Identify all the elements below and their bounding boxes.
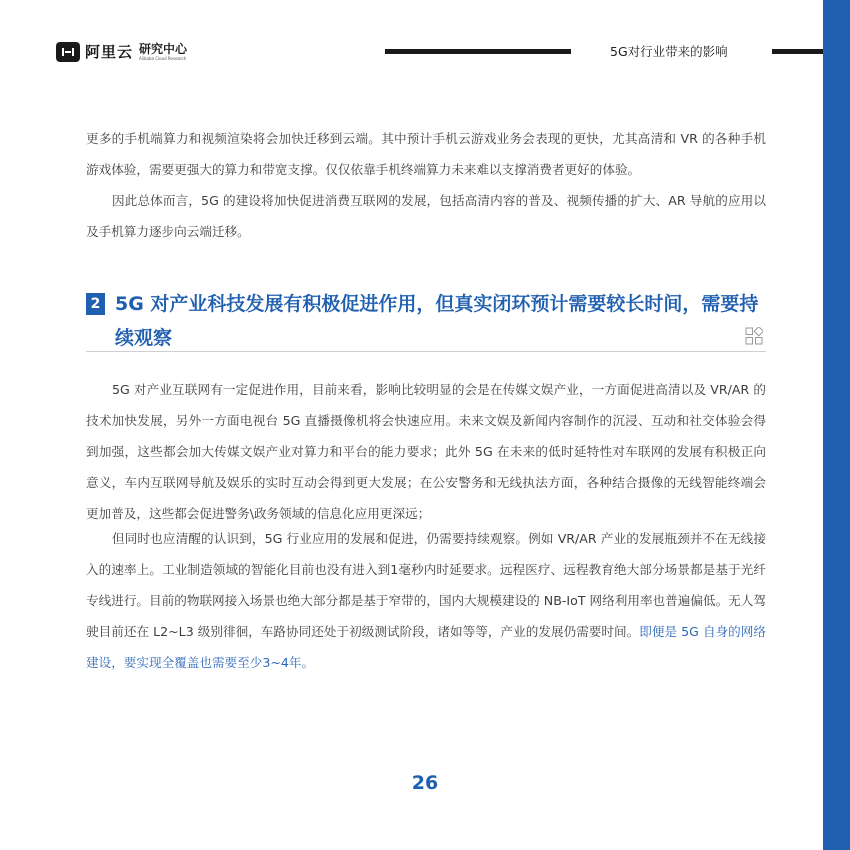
paragraph-body-2-text: 但同时也应清醒的认识到，5G 行业应用的发展和促进，仍需要持续观察。例如 VR/AR 产业的发展瓶颈并不在无线接入的速率上。工业制造领域的智能化目前也没有进入到1毫秒内时延要求。远程医疗、远程教育绝大部分场景都是基于光纤专线进行。目前的物联网接入场景也绝大部分都是基于窄带的，国内大规模建设的 NB-IoT 网络利用率也普遍偏低。无人驾驶目前还在 L2~L3 级别徘徊，车路协同还处于初级测试阶段，诸如等等，产业的发展仍需要时间。 — [86, 531, 766, 639]
grid-squares-icon — [745, 327, 763, 345]
alibaba-cloud-logo-icon — [56, 42, 80, 62]
section-heading-rule — [86, 351, 766, 352]
page-number: 26 — [411, 772, 439, 794]
highlighted-sentence: 即便是 5G 自身的网络建设，要实现全覆盖也需要至少3~4年。 — [86, 624, 767, 670]
header-rule-left — [385, 49, 571, 54]
logo-name: 阿里云 — [85, 43, 134, 61]
paragraph-body-1: 5G 对产业互联网有一定促进作用，目前来看，影响比较明显的会是在传媒文娱产业，一方面促进高清以及 VR/AR 的技术加快发展，另外一方面电视台 5G 直播摄像机将会快速应用。未来文娱及新闻内容制作的沉浸、互动和社交体验会得到加强，这些都会加大传媒文娱产业对算力和平台的能力要求；此外 5G 在未来的低时延特性对车联网的发展有积极正向意义，车内互联网导航及娱乐的实时互动会得到更大发展；在公安警务和无线执法方面，各种结合摄像的无线智能终端会更加普及，这些都会促进警务\政务领域的信息化应用更深远； — [86, 382, 766, 521]
paragraph-top-1: 更多的手机端算力和视频渲染将会加快迁移到云端。其中预计手机云游戏业务会表现的更快，尤其高清和 VR 的各种手机游戏体验，需要更强大的算力和带宽支撑。仅仅依靠手机终端算力未来难以支撑消费者更好的体验。 — [86, 131, 766, 177]
chapter-title: 5G对行业带来的影响 — [610, 44, 728, 59]
side-accent-bar — [823, 0, 850, 850]
alibaba-cloud-logo — [56, 41, 187, 62]
section-number-badge: 2 — [86, 293, 105, 315]
logo-subtitle — [139, 43, 187, 61]
logo-subtitle-en: Alibaba Cloud Research — [139, 55, 187, 61]
paragraph-body-2 — [86, 523, 766, 678]
page-header — [0, 0, 823, 80]
paragraph-top-2: 因此总体而言，5G 的建设将加快促进消费互联网的发展，包括高清内容的普及、视频传播的扩大、AR 导航的应用以及手机算力逐步向云端迁移。 — [86, 193, 766, 239]
section-heading: 5G 对产业科技发展有积极促进作用，但真实闭环预计需要较长时间，需要持续观察 — [115, 293, 759, 349]
logo-subtitle-cn: 研究中心 — [139, 41, 188, 56]
header-rule-right — [772, 49, 823, 54]
